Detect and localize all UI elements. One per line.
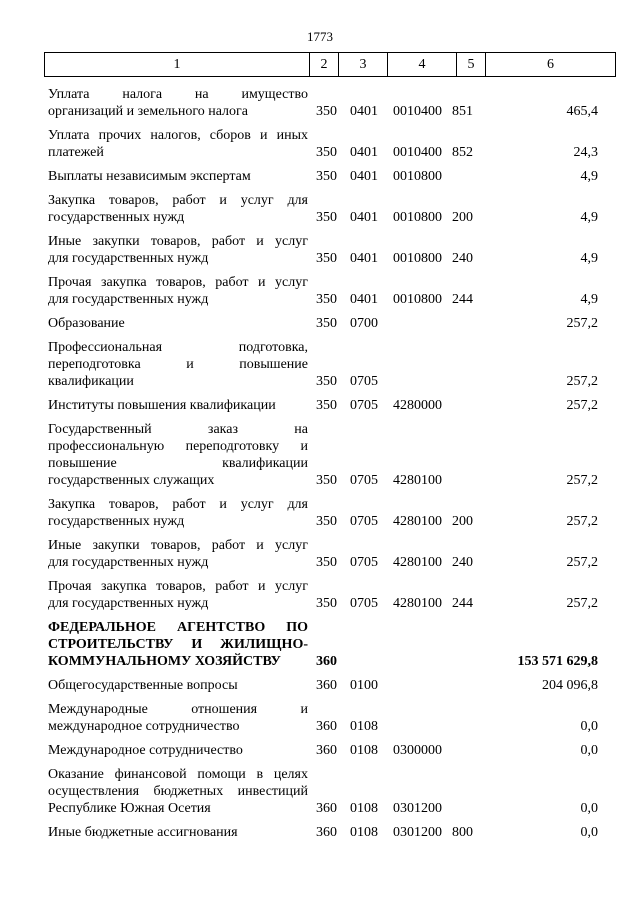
cell-c3: 0705 [350, 374, 378, 389]
cell-c2: 360 [316, 825, 337, 840]
cell-c6: 257,2 [566, 555, 598, 570]
cell-c2: 350 [316, 251, 337, 266]
cell-c4: 4280100 [393, 596, 442, 611]
cell-c3: 0705 [350, 555, 378, 570]
row-name [48, 127, 308, 161]
cell-c2: 360 [316, 678, 337, 693]
cell-c4: 0010400 [393, 145, 442, 160]
cell-c6: 0,0 [580, 801, 598, 816]
row-name-line: Иные закупки товаров, работ и услуг [48, 538, 308, 553]
row-name [48, 496, 308, 530]
table-row [0, 397, 640, 414]
cell-c6: 257,2 [566, 316, 598, 331]
row-name [48, 168, 308, 185]
cell-c6: 0,0 [580, 719, 598, 734]
cell-c5: 800 [452, 825, 473, 840]
table-row [0, 86, 640, 120]
table-row [0, 701, 640, 735]
cell-c3: 0401 [350, 104, 378, 119]
cell-c3: 0705 [350, 398, 378, 413]
cell-c4: 0300000 [393, 743, 442, 758]
cell-c5: 851 [452, 104, 473, 119]
row-name-line: Образование [48, 316, 125, 331]
row-name-line: профессиональную переподготовку и [48, 439, 308, 454]
table-row [0, 192, 640, 226]
cell-c2: 350 [316, 473, 337, 488]
cell-c6: 4,9 [580, 169, 598, 184]
cell-c4: 4280100 [393, 473, 442, 488]
cell-c5: 852 [452, 145, 473, 160]
cell-c6: 257,2 [566, 514, 598, 529]
cell-c2: 350 [316, 210, 337, 225]
cell-c3: 0700 [350, 316, 378, 331]
column-header-2: 2 [310, 53, 339, 77]
row-name-line: государственных нужд [48, 210, 185, 225]
row-name-line: СТРОИТЕЛЬСТВУ И ЖИЛИЩНО- [48, 637, 308, 652]
cell-c4: 4280100 [393, 555, 442, 570]
table-row [0, 421, 640, 489]
row-name-line: Государственный заказ на [48, 422, 308, 437]
cell-c5: 240 [452, 555, 473, 570]
row-name-line: Уплата налога на имущество [48, 87, 308, 102]
cell-c2: 360 [316, 719, 337, 734]
cell-c2: 350 [316, 104, 337, 119]
table-row [0, 496, 640, 530]
budget-rows [0, 86, 640, 848]
table-row [0, 677, 640, 694]
cell-c5: 200 [452, 514, 473, 529]
column-header-row [45, 53, 616, 77]
cell-c4: 0301200 [393, 825, 442, 840]
cell-c3: 0108 [350, 825, 378, 840]
cell-c3: 0401 [350, 251, 378, 266]
row-name [48, 192, 308, 226]
row-name [48, 742, 308, 759]
row-name-line: квалификации [48, 374, 134, 389]
cell-c4: 0010800 [393, 292, 442, 307]
cell-c3: 0108 [350, 743, 378, 758]
cell-c2: 350 [316, 555, 337, 570]
column-header-3: 3 [339, 53, 388, 77]
table-row [0, 619, 640, 670]
cell-c3: 0108 [350, 801, 378, 816]
cell-c2: 350 [316, 292, 337, 307]
cell-c3: 0705 [350, 514, 378, 529]
row-name-line: для государственных нужд [48, 292, 209, 307]
row-name-line: Выплаты независимым экспертам [48, 169, 251, 184]
row-name [48, 397, 308, 414]
table-row [0, 233, 640, 267]
cell-c6: 204 096,8 [542, 678, 598, 693]
cell-c6: 4,9 [580, 210, 598, 225]
row-name-line: КОММУНАЛЬНОМУ ХОЗЯЙСТВУ [48, 654, 281, 669]
table-row [0, 824, 640, 841]
row-name-line: платежей [48, 145, 104, 160]
page-number: 1773 [307, 29, 333, 44]
cell-c6: 4,9 [580, 292, 598, 307]
row-name-line: осуществления бюджетных инвестиций [48, 784, 308, 799]
row-name [48, 701, 308, 735]
row-name-line: Закупка товаров, работ и услуг для [48, 193, 308, 208]
row-name-line: Профессиональная подготовка, [48, 340, 308, 355]
table-row [0, 274, 640, 308]
table-row [0, 168, 640, 185]
cell-c4: 4280100 [393, 514, 442, 529]
cell-c2: 350 [316, 596, 337, 611]
cell-c3: 0401 [350, 210, 378, 225]
table-row [0, 578, 640, 612]
cell-c5: 244 [452, 292, 473, 307]
cell-c4: 4280000 [393, 398, 442, 413]
row-name-line: для государственных нужд [48, 555, 209, 570]
table-row [0, 315, 640, 332]
row-name [48, 677, 308, 694]
cell-c2: 360 [316, 801, 337, 816]
cell-c6: 257,2 [566, 398, 598, 413]
row-name-line: ФЕДЕРАЛЬНОЕ АГЕНТСТВО ПО [48, 620, 308, 635]
cell-c6: 153 571 629,8 [517, 654, 598, 669]
table-row [0, 742, 640, 759]
row-name [48, 315, 308, 332]
row-name [48, 233, 308, 267]
cell-c3: 0705 [350, 473, 378, 488]
cell-c4: 0301200 [393, 801, 442, 816]
cell-c2: 360 [316, 743, 337, 758]
row-name [48, 824, 308, 841]
row-name-line: Оказание финансовой помощи в целях [48, 767, 308, 782]
cell-c6: 257,2 [566, 473, 598, 488]
cell-c4: 0010800 [393, 210, 442, 225]
cell-c6: 465,4 [566, 104, 598, 119]
cell-c2: 360 [316, 654, 337, 669]
cell-c6: 0,0 [580, 743, 598, 758]
cell-c3: 0401 [350, 145, 378, 160]
cell-c3: 0401 [350, 169, 378, 184]
cell-c3: 0705 [350, 596, 378, 611]
column-header-1: 1 [45, 53, 310, 77]
row-name [48, 537, 308, 571]
row-name-line: Международное сотрудничество [48, 743, 243, 758]
cell-c2: 350 [316, 514, 337, 529]
row-name-line: Уплата прочих налогов, сборов и иных [48, 128, 308, 143]
row-name-line: Международные отношения и [48, 702, 308, 717]
cell-c6: 24,3 [573, 145, 598, 160]
row-name [48, 619, 308, 670]
cell-c5: 200 [452, 210, 473, 225]
cell-c4: 0010400 [393, 104, 442, 119]
row-name-line: международное сотрудничество [48, 719, 240, 734]
cell-c2: 350 [316, 316, 337, 331]
cell-c4: 0010800 [393, 251, 442, 266]
row-name-line: организаций и земельного налога [48, 104, 248, 119]
row-name-line: Общегосударственные вопросы [48, 678, 238, 693]
row-name-line: Республике Южная Осетия [48, 801, 211, 816]
column-header-5: 5 [457, 53, 486, 77]
row-name-line: для государственных нужд [48, 251, 209, 266]
row-name-line: Иные закупки товаров, работ и услуг [48, 234, 308, 249]
row-name-line: повышение квалификации [48, 456, 308, 471]
row-name [48, 86, 308, 120]
row-name-line: государственных нужд [48, 514, 185, 529]
cell-c6: 0,0 [580, 825, 598, 840]
table-row [0, 127, 640, 161]
cell-c6: 257,2 [566, 374, 598, 389]
cell-c4: 0010800 [393, 169, 442, 184]
row-name-line: государственных служащих [48, 473, 215, 488]
row-name-line: Прочая закупка товаров, работ и услуг [48, 579, 308, 594]
column-header-6: 6 [486, 53, 616, 77]
cell-c3: 0100 [350, 678, 378, 693]
cell-c2: 350 [316, 169, 337, 184]
cell-c6: 4,9 [580, 251, 598, 266]
table-row [0, 766, 640, 817]
row-name [48, 421, 308, 489]
row-name [48, 274, 308, 308]
row-name-line: Прочая закупка товаров, работ и услуг [48, 275, 308, 290]
row-name-line: Иные бюджетные ассигнования [48, 825, 238, 840]
table-row [0, 339, 640, 390]
row-name-line: Институты повышения квалификации [48, 398, 276, 413]
row-name [48, 339, 308, 390]
row-name-line: Закупка товаров, работ и услуг для [48, 497, 308, 512]
cell-c2: 350 [316, 145, 337, 160]
cell-c5: 240 [452, 251, 473, 266]
table-row [0, 537, 640, 571]
cell-c2: 350 [316, 398, 337, 413]
row-name-line: переподготовка и повышение [48, 357, 308, 372]
cell-c2: 350 [316, 374, 337, 389]
cell-c3: 0108 [350, 719, 378, 734]
cell-c5: 244 [452, 596, 473, 611]
row-name [48, 578, 308, 612]
cell-c6: 257,2 [566, 596, 598, 611]
column-header-table [44, 52, 616, 77]
row-name [48, 766, 308, 817]
cell-c3: 0401 [350, 292, 378, 307]
row-name-line: для государственных нужд [48, 596, 209, 611]
column-header-4: 4 [388, 53, 457, 77]
